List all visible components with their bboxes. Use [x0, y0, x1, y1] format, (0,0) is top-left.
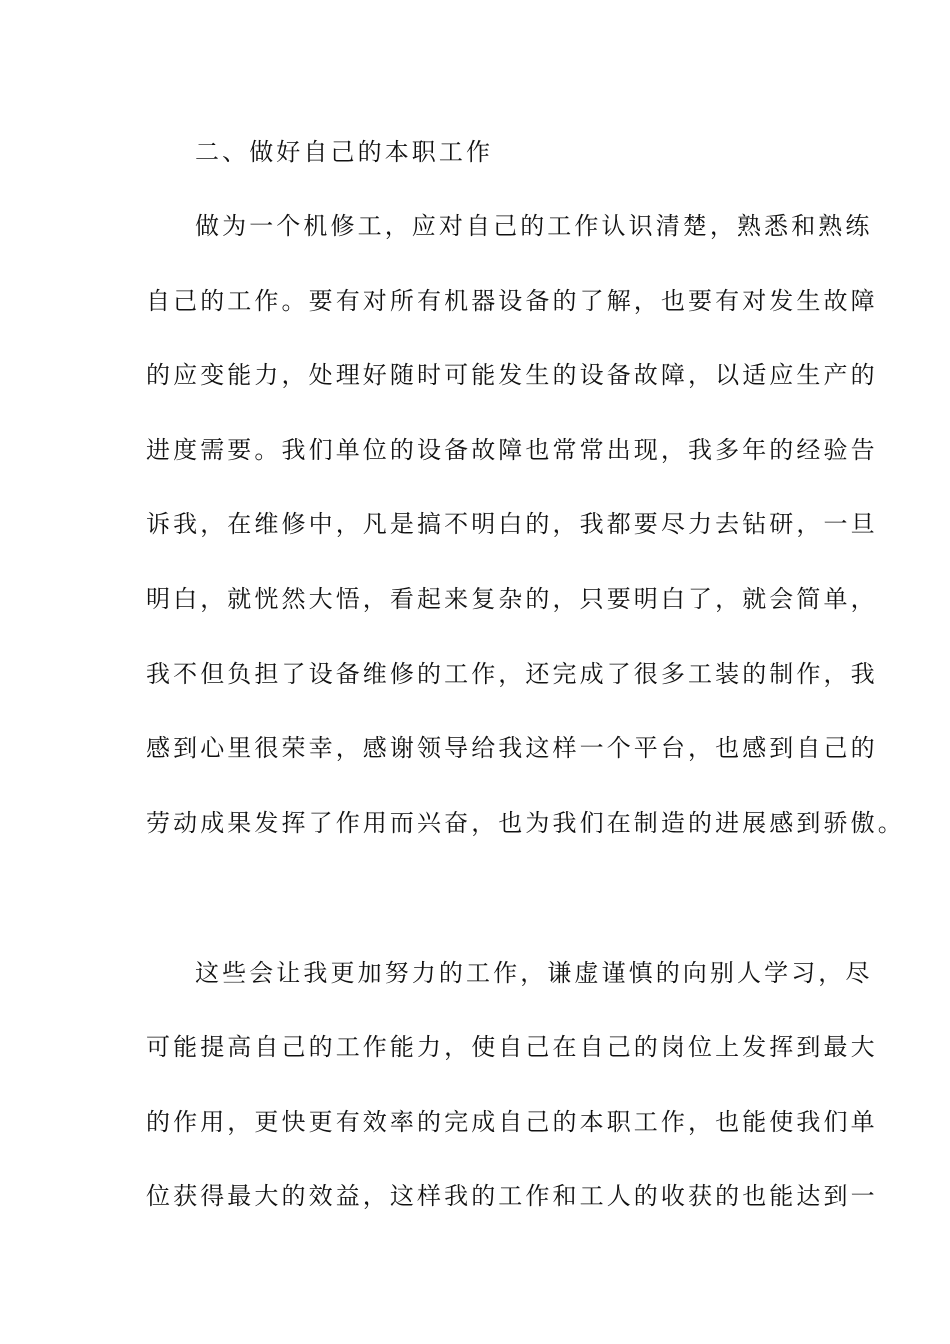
paragraph-line: 的作用，更快更有效率的完成自己的本职工作，也能使我们单: [146, 1108, 878, 1136]
paragraph-line: 感到心里很荣幸，感谢领导给我这样一个平台，也感到自己的: [146, 734, 878, 762]
paragraph-line: 劳动成果发挥了作用而兴奋，也为我们在制造的进展感到骄傲。: [146, 809, 905, 837]
paragraph-line: 进度需要。我们单位的设备故障也常常出现，我多年的经验告: [146, 436, 878, 464]
paragraph-line: 明白，就恍然大悟，看起来复杂的，只要明白了，就会简单，: [146, 585, 878, 613]
paragraph-line: 我不但负担了设备维修的工作，还完成了很多工装的制作，我: [146, 660, 878, 688]
paragraph-line: 自己的工作。要有对所有机器设备的了解，也要有对发生故障: [146, 287, 878, 315]
paragraph-line: 这些会让我更加努力的工作，谦虚谨慎的向别人学习，尽: [195, 959, 873, 987]
paragraph-line: 诉我，在维修中，凡是搞不明白的，我都要尽力去钻研，一旦: [146, 510, 878, 538]
section-heading: 二、做好自己的本职工作: [195, 138, 494, 166]
paragraph-line: 的应变能力，处理好随时可能发生的设备故障，以适应生产的: [146, 361, 878, 389]
paragraph-line: 做为一个机修工，应对自己的工作认识清楚，熟悉和熟练: [195, 212, 873, 240]
paragraph-line: 位获得最大的效益，这样我的工作和工人的收获的也能达到一: [146, 1182, 878, 1210]
paragraph-line: 可能提高自己的工作能力，使自己在自己的岗位上发挥到最大: [146, 1033, 878, 1061]
